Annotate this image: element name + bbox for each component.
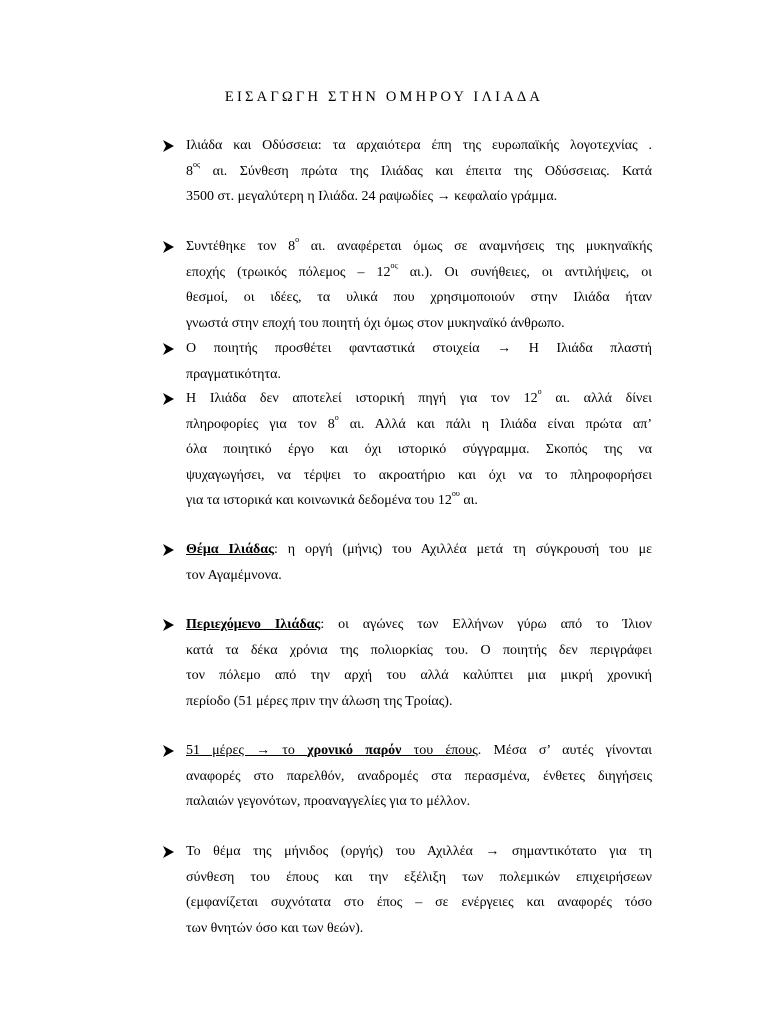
text-line: Περιεχόμενο Ιλιάδας: οι αγώνες των Ελλήνων γύρω από το Ίλιον xyxy=(186,617,652,632)
bullet-item xyxy=(186,537,652,588)
text-line: πληροφορίες για τον $8^o$ αι. Αλλά και πάλι η Ιλιάδα είναι πρώτα απ’ xyxy=(186,412,652,432)
text-line: των θνητών όσο και των θεών). xyxy=(186,920,364,936)
bullet-item xyxy=(186,612,652,714)
text-line: πραγματικότητα. xyxy=(186,366,281,382)
theme-heading: Θέμα Ιλιάδας xyxy=(186,542,274,557)
arrowhead-bullet-icon xyxy=(160,612,176,637)
text-line: θεσμοί, οι ιδέες, τα υλικά που χρησιμοποιούν στην Ιλιάδα ήταν xyxy=(186,290,652,305)
text-line: Η Ιλιάδα δεν αποτελεί ιστορική πηγή για τον $12^o$ αι. αλλά δίνει xyxy=(186,387,653,406)
arrowhead-bullet-icon xyxy=(160,133,176,158)
text-line: εποχής (τρωικός πόλεμος – $12^{o\varsigma}$ αι.). Οι συνήθειες, οι αντιλήψεις, οι xyxy=(186,260,652,280)
bullet-item xyxy=(186,738,652,815)
bullet-item xyxy=(186,133,652,210)
text-line: Θέμα Ιλιάδας: η οργή (μήνις) του Αχιλλέα μετά τη σύγκρουσή του με xyxy=(186,542,652,557)
text-line: αναφορές στο παρελθόν, αναδρομές στα περασμένα, ένθετες διηγήσεις xyxy=(186,768,652,784)
text-line: 51 μέρες → το χρονικό παρόν του έπους. Μέσα σ’ αυτές γίνονται xyxy=(186,743,652,758)
bullet-item xyxy=(186,839,652,941)
timeline-phrase: 51 μέρες → το χρονικό παρόν του έπους xyxy=(186,743,478,758)
text-line: (εμφανίζεται συχνότατα στο έπος – σε ενέργειες και αναφορές τόσο xyxy=(186,895,652,910)
text-line: Ο ποιητής προσθέτει φανταστικά στοιχεία → Η Ιλιάδα πλαστή xyxy=(186,341,652,356)
bullet-item xyxy=(186,234,652,336)
text-line: κατά τα δέκα χρόνια της πολιορκίας του. Ο ποιητής δεν περιγράφει xyxy=(186,642,652,658)
arrowhead-bullet-icon xyxy=(160,234,176,259)
text-line: γνωστά στην εποχή του ποιητή όχι όμως στον μυκηναϊκό άνθρωπο. xyxy=(186,315,565,331)
bullet-item xyxy=(186,386,652,514)
content-heading: Περιεχόμενο Ιλιάδας xyxy=(186,617,321,632)
text-line: όλα ποιητικό έργο και όχι ιστορικό σύγγραμμα. Σκοπός της να xyxy=(186,442,652,457)
document-title: ΕΙΣΑΓΩΓΗ ΣΤΗΝ ΟΜΗΡΟΥ ΙΛΙΑΔΑ xyxy=(224,89,544,105)
bullet-item xyxy=(186,336,652,387)
text-line: 3500 στ. μεγαλύτερη η Ιλιάδα. 24 ραψωδίες → κεφαλαίο γράμμα. xyxy=(186,189,558,204)
text-line: τον πόλεμο από την αρχή του αλλά καλύπτει μια μικρή χρονική xyxy=(186,668,652,683)
text-line: περίοδο (51 μέρες πριν την άλωση της Τροίας). xyxy=(186,693,453,709)
text-line: Ιλιάδα και Οδύσσεια: τα αρχαιότερα έπη της ευρωπαϊκής λογοτεχνίας . xyxy=(186,138,652,153)
text-line: Συντέθηκε τον $8^o$ αι. αναφέρεται όμως σε αναμνήσεις της μυκηναϊκής xyxy=(186,235,652,254)
arrowhead-bullet-icon xyxy=(160,738,176,763)
text-line: σύνθεση του έπους και την εξέλιξη των πολεμικών επιχειρήσεων xyxy=(186,869,652,885)
text-line: $8^{o\varsigma}$ αι. Σύνθεση πρώτα της Ιλιάδας και έπειτα της Οδύσσειας. Κατά xyxy=(186,159,652,179)
text-line: παλαιών γεγονότων, προαναγγελίες για το μέλλον. xyxy=(186,794,471,809)
text-line: τον Αγαμέμνονα. xyxy=(186,567,282,583)
text-line: Το θέμα της μήνιδος (οργής) του Αχιλλέα → σημαντικότατο για τη xyxy=(186,844,652,859)
arrowhead-bullet-icon xyxy=(160,336,176,361)
arrowhead-bullet-icon xyxy=(160,537,176,562)
arrowhead-bullet-icon xyxy=(160,386,176,411)
text-line: για τα ιστορικά και κοινωνικά δεδομένα του $12^{o\upsilon}$ αι. xyxy=(186,489,478,508)
arrowhead-bullet-icon xyxy=(160,839,176,864)
text-line: ψυχαγωγήσει, να τέρψει το ακροατήριο και όχι να το πληροφορήσει xyxy=(186,467,652,483)
